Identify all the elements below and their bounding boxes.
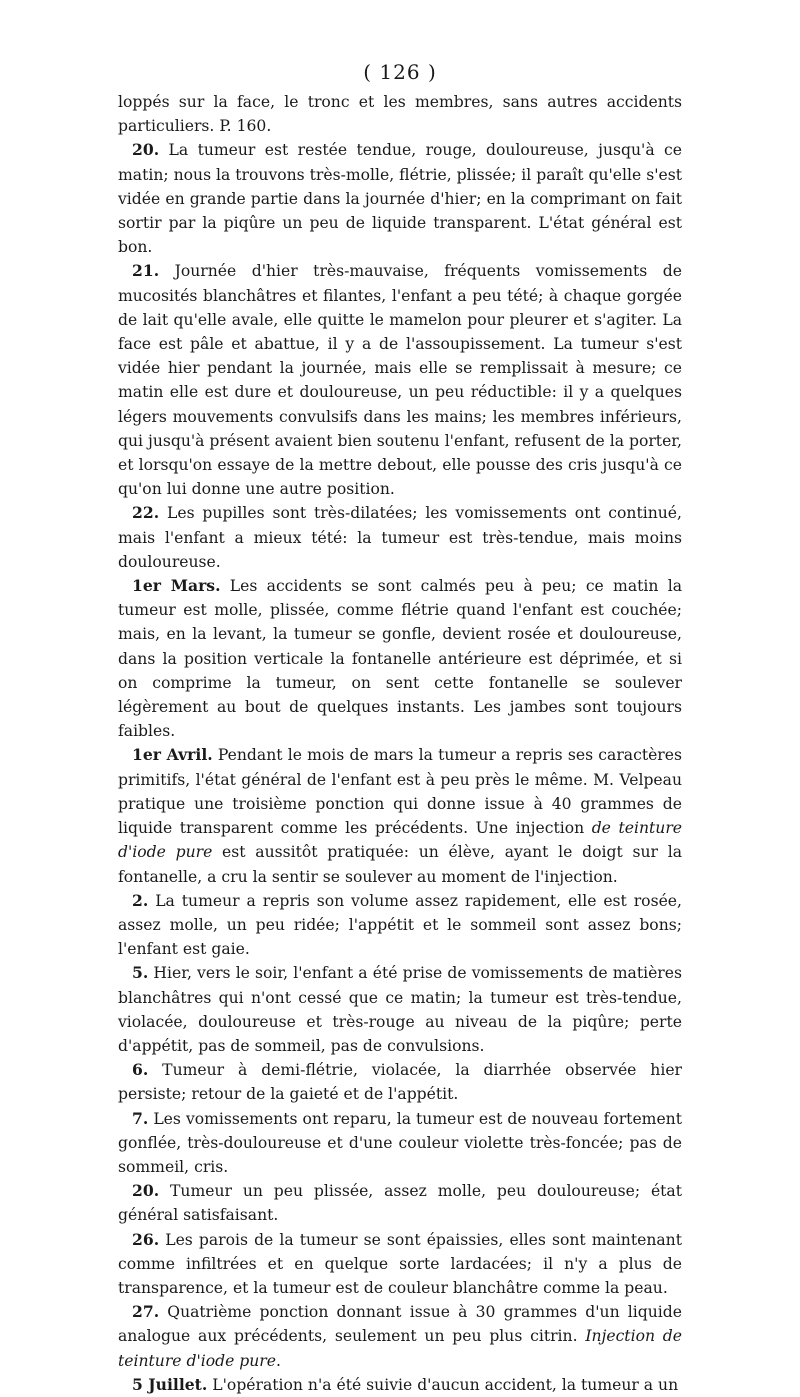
paragraph-5 — [118, 743, 682, 888]
paragraph-10 — [118, 1179, 682, 1227]
paragraph-text: loppés sur la face, le tronc et les membres, sans autres accidents particuliers. P. 160. — [118, 93, 682, 136]
paragraph-13 — [118, 1373, 682, 1397]
paragraph-text: Pendant le mois de mars la tumeur a repris ses caractères primitifs, l'état général de l'enfant est à peu près le même. M. Velpeau pratique une troisième ponction qui donne issue à 40 grammes de liquide transparent comme les précédents. Une injection — [118, 746, 682, 838]
paragraph-1 — [118, 138, 682, 259]
paragraph-11 — [118, 1228, 682, 1301]
paragraph-text: Les accidents se sont calmés peu à peu; ce matin la tumeur est molle, plissée, comme flétrie quand l'enfant est couchée; mais, en la levant, la tumeur se gonfle, devient rosée et douloureuse, dans la position verticale la fontanelle antérieure est déprimée, et si on comprime la tumeur, on sent cette fontanelle se soulever légèrement au bout de quelques instants. Les jambes sont toujours faibles. — [118, 577, 682, 741]
paragraph-text: La tumeur a repris son volume assez rapidement, elle est rosée, assez molle, un peu ridée; l'appétit et le sommeil sont assez bons; l'enfant est gaie. — [118, 891, 682, 959]
entry-date: 26. — [132, 1229, 160, 1249]
paragraph-6 — [118, 889, 682, 962]
paragraph-2 — [118, 259, 682, 501]
paragraph-text: Quatrième ponction donnant issue à 30 grammes d'un liquide analogue aux précédents, seulement un peu plus citrin. — [118, 1303, 682, 1346]
italic-phrase: de teinture d'iode pure — [118, 819, 683, 862]
paragraph-text: La tumeur est restée tendue, rouge, douloureuse, jusqu'à ce matin; nous la trouvons très-molle, flétrie, plissée; il paraît qu'elle s'est vidée en grande partie dans la journée d'hier; en la comprimant on fait sortir par la piqûre un peu de liquide transparent. L'état général est bon. — [118, 141, 682, 257]
paragraph-text: L'opération n'a été suivie d'aucun accident, la tumeur a un — [207, 1375, 679, 1394]
paragraph-3 — [118, 501, 682, 574]
entry-date: 20. — [132, 1181, 160, 1201]
paragraph-text: Les pupilles sont très-dilatées; les vomissements ont continué, mais l'enfant a mieux tété: la tumeur est très-tendue, mais moins douloureuse. — [118, 504, 682, 571]
entry-date: 2. — [132, 890, 149, 910]
paragraph-12 — [118, 1300, 682, 1373]
entry-date: 1er Mars. — [132, 576, 221, 596]
paragraph-text: Hier, vers le soir, l'enfant a été prise de vomissements de matières blanchâtres qui n'ont cessé que ce matin; la tumeur est très-tendue, violacée, douloureuse et très-rouge au niveau de la piqûre; perte d'appétit, pas de sommeil, pas de convulsions. — [118, 964, 682, 1055]
paragraph-7 — [118, 961, 682, 1058]
entry-date: 6. — [132, 1060, 149, 1080]
paragraph-8 — [118, 1058, 682, 1106]
paragraph-9 — [118, 1107, 682, 1180]
entry-date: 21. — [132, 261, 160, 281]
body-text — [118, 90, 682, 1397]
paragraph-text: Tumeur un peu plissée, assez molle, peu douloureuse; état général satisfaisant. — [118, 1182, 682, 1225]
entry-date: 7. — [132, 1108, 149, 1128]
entry-date: 20. — [132, 140, 160, 160]
entry-date: 5 Juillet. — [132, 1374, 208, 1394]
entry-date: 1er Avril. — [132, 745, 213, 765]
paragraph-4 — [118, 574, 682, 743]
paragraph-text: Tumeur à demi-flétrie, violacée, la diarrhée observée hier persiste; retour de la gaieté et de l'appétit. — [118, 1061, 682, 1104]
paragraph-text-after: . — [276, 1351, 281, 1370]
paragraph-text: Les vomissements ont reparu, la tumeur est de nouveau fortement gonflée, très-douloureuse et d'une couleur violette très-foncée; pas de sommeil, cris. — [118, 1109, 682, 1176]
paragraph-text: Les parois de la tumeur se sont épaissies, elles sont maintenant comme infiltrées et en quelque sorte lardacées; il n'y a plus de transparence, et la tumeur est de couleur blanchâtre comme la peau. — [118, 1230, 682, 1297]
italic-phrase: Injection de teinture d'iode pure — [118, 1327, 682, 1370]
page-number: ( 126 ) — [363, 60, 437, 84]
paragraph-0 — [118, 90, 682, 138]
entry-date: 22. — [132, 503, 160, 523]
entry-date: 27. — [132, 1302, 160, 1322]
paragraph-text: Journée d'hier très-mauvaise, fréquents vomissements de mucosités blanchâtres et filantes, l'enfant a peu tété; à chaque gorgée de lait qu'elle avale, elle quitte le mamelon pour pleurer et s'agiter. La face est pâle et abattue, il y a de l'assoupissement. La tumeur s'est vidée hier pendant la journée, mais elle se remplissait à mesure; ce matin elle est dure et douloureuse, un peu réductible: il y a quelques légers mouvements convulsifs dans les mains; les membres inférieurs, qui jusqu'à présent avaient bien soutenu l'enfant, refusent de la porter, et lorsqu'on essaye de la mettre debout, elle pousse des cris jusqu'à ce qu'on lui donne une autre position. — [118, 262, 682, 499]
paragraph-text-after: est aussitôt pratiquée: un élève, ayant le doigt sur la fontanelle, a cru la sentir se soulever au moment de l'injection. — [118, 843, 682, 886]
entry-date: 5. — [132, 963, 149, 983]
